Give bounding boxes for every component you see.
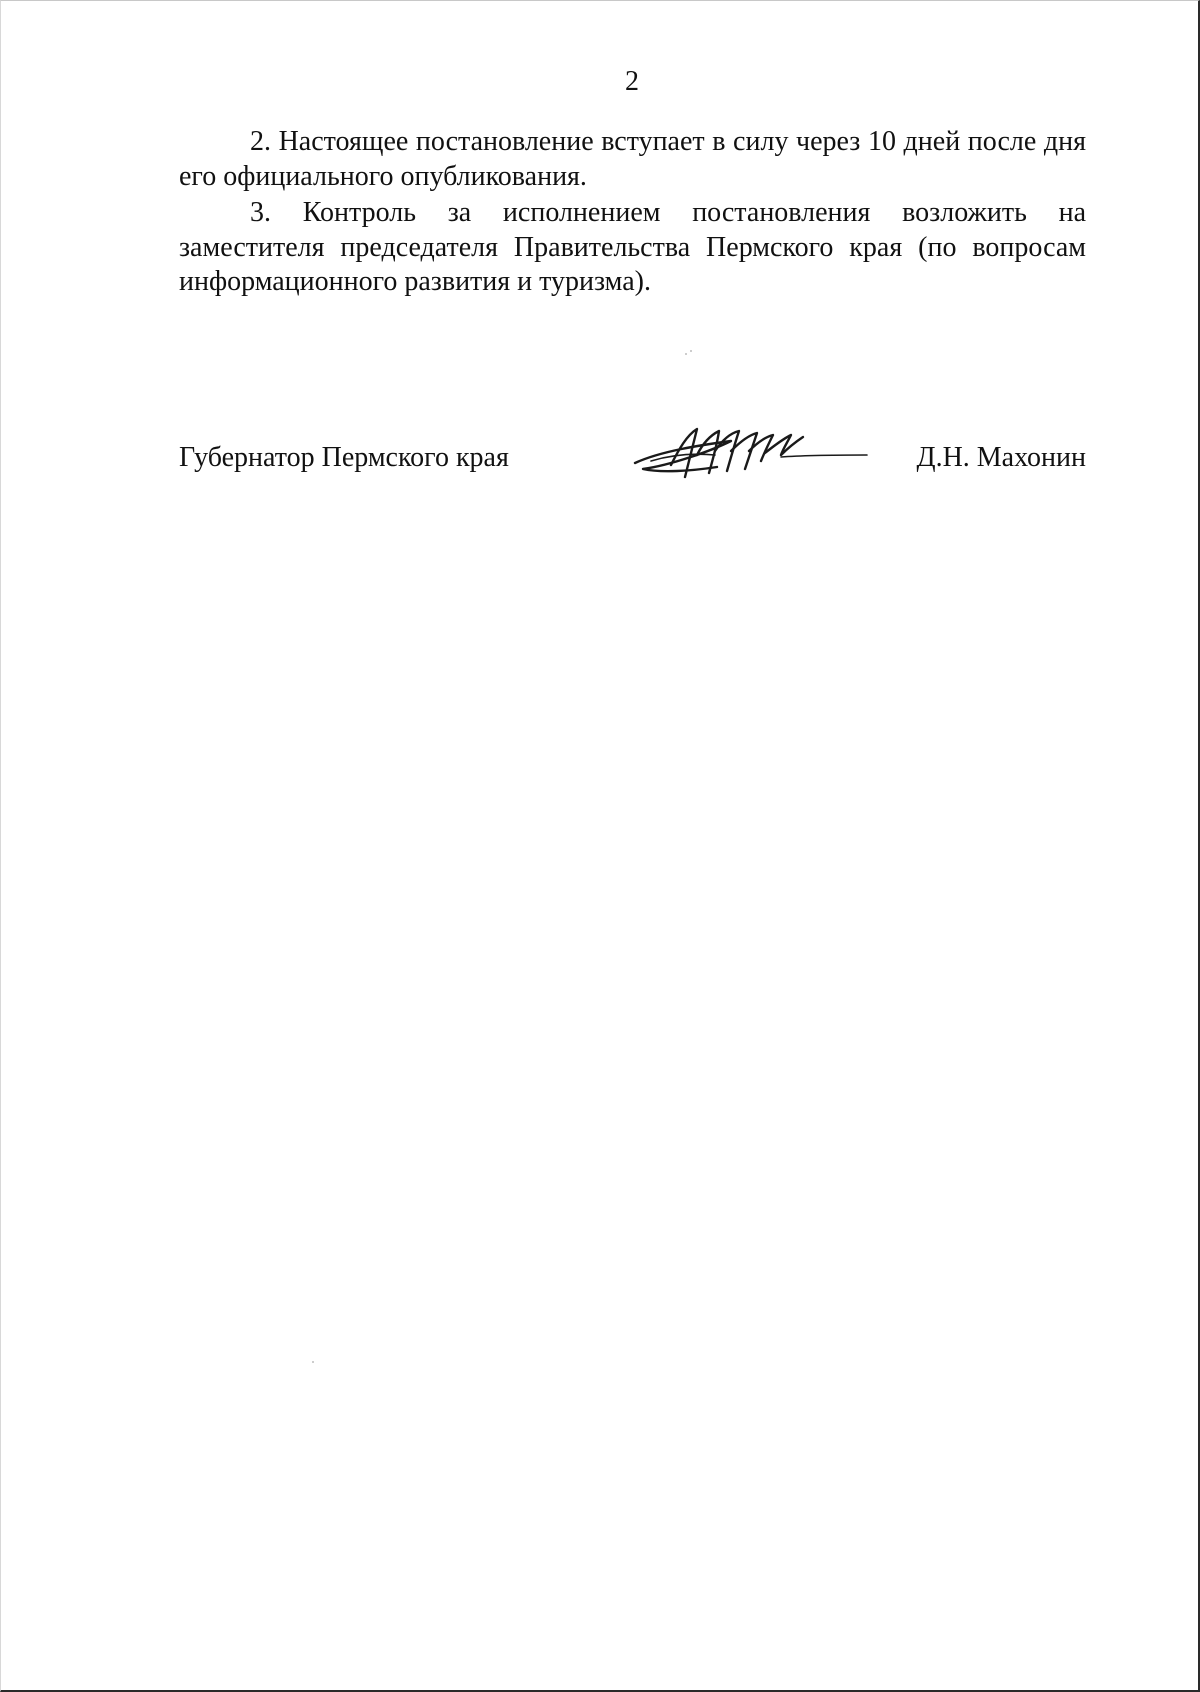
document-body xyxy=(179,125,1086,302)
paragraph-effective-date: 2. Настоящее постановление вступает в силу через 10 дней после дня его официального опубликования. xyxy=(179,126,1086,192)
scan-speck xyxy=(312,1361,314,1363)
signatory-title: Губернатор Пермского края xyxy=(179,442,509,473)
scan-speck xyxy=(685,353,687,355)
scan-speck xyxy=(690,350,692,352)
signature-block xyxy=(179,421,1086,501)
handwritten-signature xyxy=(631,421,871,485)
page-number: 2 xyxy=(625,66,639,97)
paragraph-control: 3. Контроль за исполнением постановления возложить на заместителя председателя Правительства Пермского края (по вопросам информационного развития и туризма). xyxy=(179,197,1086,297)
signatory-name: Д.Н. Махонин xyxy=(916,442,1086,473)
